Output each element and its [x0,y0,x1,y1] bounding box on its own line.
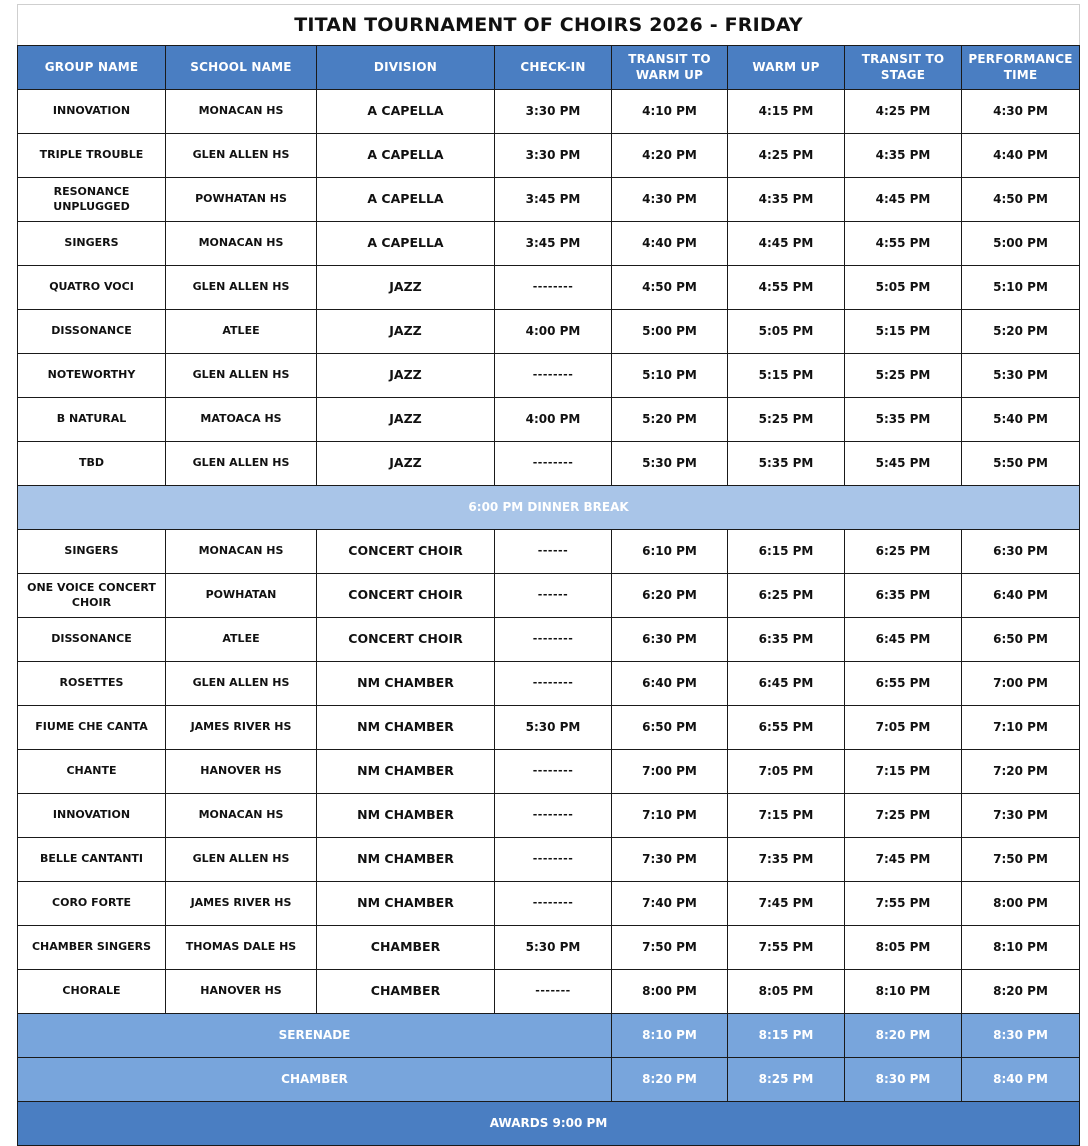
check-in-cell: -------- [495,662,612,706]
transit-to-stage-cell: 7:25 PM [845,794,962,838]
division-cell: JAZZ [317,310,495,354]
transit-to-warm-up-cell: 8:20 PM [612,1058,728,1102]
performance-time-cell: 7:00 PM [962,662,1080,706]
performance-time-cell: 6:50 PM [962,618,1080,662]
table-row [18,530,1080,574]
transit-to-stage-cell: 6:45 PM [845,618,962,662]
group-name-cell: CHORALE [18,970,166,1014]
warm-up-cell: 7:35 PM [728,838,845,882]
warm-up-cell: 5:35 PM [728,442,845,486]
table-row [18,354,1080,398]
group-name-cell: TRIPLE TROUBLE [18,134,166,178]
warm-up-cell: 6:45 PM [728,662,845,706]
division-cell: CHAMBER [317,970,495,1014]
school-name-cell: GLEN ALLEN HS [166,838,317,882]
school-name-cell: HANOVER HS [166,750,317,794]
check-in-cell: ------ [495,530,612,574]
transit-to-warm-up-cell: 8:00 PM [612,970,728,1014]
extra-group-label: SERENADE [18,1014,612,1058]
check-in-cell: 3:30 PM [495,134,612,178]
group-name-cell: RESONANCE UNPLUGGED [18,178,166,222]
performance-time-cell: 4:50 PM [962,178,1080,222]
transit-to-stage-cell: 8:10 PM [845,970,962,1014]
transit-to-stage-cell: 4:45 PM [845,178,962,222]
table-row [18,882,1080,926]
performance-time-cell: 8:10 PM [962,926,1080,970]
warm-up-cell: 4:45 PM [728,222,845,266]
check-in-cell: -------- [495,354,612,398]
group-name-cell: BELLE CANTANTI [18,838,166,882]
performance-time-cell: 5:30 PM [962,354,1080,398]
table-row [18,794,1080,838]
transit-to-warm-up-cell: 4:20 PM [612,134,728,178]
transit-to-warm-up-cell: 4:40 PM [612,222,728,266]
transit-to-stage-cell: 4:25 PM [845,90,962,134]
transit-to-stage-cell: 7:55 PM [845,882,962,926]
check-in-cell: -------- [495,618,612,662]
check-in-cell: 5:30 PM [495,926,612,970]
table-row [18,134,1080,178]
transit-to-stage-cell: 7:45 PM [845,838,962,882]
division-cell: CONCERT CHOIR [317,618,495,662]
performance-time-cell: 7:20 PM [962,750,1080,794]
performance-time-cell: 8:20 PM [962,970,1080,1014]
transit-to-stage-cell: 5:05 PM [845,266,962,310]
school-name-cell: THOMAS DALE HS [166,926,317,970]
transit-to-warm-up-cell: 8:10 PM [612,1014,728,1058]
warm-up-cell: 8:05 PM [728,970,845,1014]
extra-group-label: CHAMBER [18,1058,612,1102]
dinner-break-row [18,486,1080,530]
performance-time-cell: 4:30 PM [962,90,1080,134]
header-performance-time: PERFORMANCE TIME [962,46,1080,90]
school-name-cell: GLEN ALLEN HS [166,266,317,310]
group-name-cell: ROSETTES [18,662,166,706]
transit-to-warm-up-cell: 7:50 PM [612,926,728,970]
performance-time-cell: 7:10 PM [962,706,1080,750]
group-name-cell: SINGERS [18,222,166,266]
transit-to-warm-up-cell: 7:30 PM [612,838,728,882]
performance-time-cell: 7:50 PM [962,838,1080,882]
dinner-break-label: 6:00 PM DINNER BREAK [18,486,1080,530]
check-in-cell: -------- [495,838,612,882]
group-name-cell: NOTEWORTHY [18,354,166,398]
check-in-cell: -------- [495,266,612,310]
table-row [18,970,1080,1014]
division-cell: A CAPELLA [317,134,495,178]
check-in-cell: ------ [495,574,612,618]
warm-up-cell: 5:05 PM [728,310,845,354]
check-in-cell: -------- [495,750,612,794]
division-cell: NM CHAMBER [317,794,495,838]
warm-up-cell: 4:25 PM [728,134,845,178]
warm-up-cell: 6:55 PM [728,706,845,750]
transit-to-warm-up-cell: 4:50 PM [612,266,728,310]
division-cell: NM CHAMBER [317,750,495,794]
school-name-cell: POWHATAN HS [166,178,317,222]
division-cell: A CAPELLA [317,178,495,222]
table-row [18,706,1080,750]
title-row [18,5,1080,46]
transit-to-stage-cell: 4:35 PM [845,134,962,178]
performance-time-cell: 6:40 PM [962,574,1080,618]
extra-performance-row [18,1014,1080,1058]
table-row [18,178,1080,222]
school-name-cell: POWHATAN [166,574,317,618]
check-in-cell: 4:00 PM [495,310,612,354]
transit-to-stage-cell: 6:25 PM [845,530,962,574]
table-row [18,398,1080,442]
header-row [18,46,1080,90]
schedule-body [18,90,1080,1146]
table-row [18,574,1080,618]
header-division: DIVISION [317,46,495,90]
group-name-cell: B NATURAL [18,398,166,442]
transit-to-warm-up-cell: 5:30 PM [612,442,728,486]
transit-to-warm-up-cell: 5:10 PM [612,354,728,398]
school-name-cell: MONACAN HS [166,222,317,266]
table-row [18,310,1080,354]
warm-up-cell: 7:55 PM [728,926,845,970]
table-row [18,266,1080,310]
division-cell: A CAPELLA [317,222,495,266]
division-cell: CHAMBER [317,926,495,970]
group-name-cell: CHAMBER SINGERS [18,926,166,970]
performance-time-cell: 4:40 PM [962,134,1080,178]
table-row [18,838,1080,882]
header-transit-to-warm-up: TRANSIT TO WARM UP [612,46,728,90]
performance-time-cell: 8:30 PM [962,1014,1080,1058]
header-check-in: CHECK-IN [495,46,612,90]
division-cell: A CAPELLA [317,90,495,134]
header-transit-to-stage: TRANSIT TO STAGE [845,46,962,90]
table-row [18,222,1080,266]
table-row [18,90,1080,134]
transit-to-warm-up-cell: 6:50 PM [612,706,728,750]
transit-to-stage-cell: 8:05 PM [845,926,962,970]
table-row [18,618,1080,662]
school-name-cell: JAMES RIVER HS [166,882,317,926]
warm-up-cell: 5:15 PM [728,354,845,398]
school-name-cell: ATLEE [166,310,317,354]
transit-to-warm-up-cell: 6:10 PM [612,530,728,574]
division-cell: JAZZ [317,354,495,398]
transit-to-stage-cell: 8:30 PM [845,1058,962,1102]
division-cell: CONCERT CHOIR [317,574,495,618]
school-name-cell: HANOVER HS [166,970,317,1014]
check-in-cell: -------- [495,882,612,926]
page-title: TITAN TOURNAMENT OF CHOIRS 2026 - FRIDAY [18,5,1080,46]
check-in-cell: 3:45 PM [495,222,612,266]
group-name-cell: DISSONANCE [18,310,166,354]
warm-up-cell: 5:25 PM [728,398,845,442]
check-in-cell: 3:45 PM [495,178,612,222]
header-school-name: SCHOOL NAME [166,46,317,90]
transit-to-stage-cell: 7:05 PM [845,706,962,750]
performance-time-cell: 6:30 PM [962,530,1080,574]
school-name-cell: GLEN ALLEN HS [166,662,317,706]
header-warm-up: WARM UP [728,46,845,90]
awards-label: AWARDS 9:00 PM [18,1102,1080,1146]
transit-to-warm-up-cell: 4:30 PM [612,178,728,222]
performance-time-cell: 5:20 PM [962,310,1080,354]
transit-to-stage-cell: 5:45 PM [845,442,962,486]
performance-time-cell: 5:50 PM [962,442,1080,486]
group-name-cell: INNOVATION [18,794,166,838]
transit-to-stage-cell: 6:35 PM [845,574,962,618]
group-name-cell: CHANTE [18,750,166,794]
transit-to-stage-cell: 5:15 PM [845,310,962,354]
school-name-cell: MONACAN HS [166,90,317,134]
warm-up-cell: 4:15 PM [728,90,845,134]
warm-up-cell: 7:45 PM [728,882,845,926]
transit-to-stage-cell: 4:55 PM [845,222,962,266]
transit-to-warm-up-cell: 6:30 PM [612,618,728,662]
transit-to-warm-up-cell: 7:40 PM [612,882,728,926]
school-name-cell: ATLEE [166,618,317,662]
check-in-cell: -------- [495,442,612,486]
division-cell: NM CHAMBER [317,706,495,750]
warm-up-cell: 6:25 PM [728,574,845,618]
awards-row [18,1102,1080,1146]
school-name-cell: GLEN ALLEN HS [166,134,317,178]
table-row [18,750,1080,794]
warm-up-cell: 4:55 PM [728,266,845,310]
table-row [18,926,1080,970]
group-name-cell: ONE VOICE CONCERT CHOIR [18,574,166,618]
school-name-cell: JAMES RIVER HS [166,706,317,750]
performance-time-cell: 5:00 PM [962,222,1080,266]
table-row [18,442,1080,486]
warm-up-cell: 7:15 PM [728,794,845,838]
division-cell: JAZZ [317,442,495,486]
schedule-table [17,4,1080,1146]
check-in-cell: 5:30 PM [495,706,612,750]
performance-time-cell: 5:40 PM [962,398,1080,442]
school-name-cell: GLEN ALLEN HS [166,442,317,486]
group-name-cell: DISSONANCE [18,618,166,662]
warm-up-cell: 6:35 PM [728,618,845,662]
group-name-cell: SINGERS [18,530,166,574]
transit-to-stage-cell: 7:15 PM [845,750,962,794]
header-group-name: GROUP NAME [18,46,166,90]
transit-to-warm-up-cell: 6:20 PM [612,574,728,618]
warm-up-cell: 6:15 PM [728,530,845,574]
performance-time-cell: 8:00 PM [962,882,1080,926]
transit-to-warm-up-cell: 5:20 PM [612,398,728,442]
division-cell: NM CHAMBER [317,662,495,706]
school-name-cell: MATOACA HS [166,398,317,442]
school-name-cell: MONACAN HS [166,794,317,838]
group-name-cell: TBD [18,442,166,486]
warm-up-cell: 7:05 PM [728,750,845,794]
check-in-cell: -------- [495,794,612,838]
division-cell: NM CHAMBER [317,838,495,882]
transit-to-stage-cell: 5:25 PM [845,354,962,398]
transit-to-warm-up-cell: 4:10 PM [612,90,728,134]
school-name-cell: GLEN ALLEN HS [166,354,317,398]
transit-to-warm-up-cell: 7:10 PM [612,794,728,838]
extra-performance-row [18,1058,1080,1102]
group-name-cell: FIUME CHE CANTA [18,706,166,750]
transit-to-warm-up-cell: 5:00 PM [612,310,728,354]
transit-to-warm-up-cell: 6:40 PM [612,662,728,706]
check-in-cell: 4:00 PM [495,398,612,442]
performance-time-cell: 8:40 PM [962,1058,1080,1102]
group-name-cell: CORO FORTE [18,882,166,926]
division-cell: JAZZ [317,266,495,310]
warm-up-cell: 4:35 PM [728,178,845,222]
school-name-cell: MONACAN HS [166,530,317,574]
transit-to-stage-cell: 8:20 PM [845,1014,962,1058]
performance-time-cell: 7:30 PM [962,794,1080,838]
performance-time-cell: 5:10 PM [962,266,1080,310]
group-name-cell: QUATRO VOCI [18,266,166,310]
check-in-cell: 3:30 PM [495,90,612,134]
group-name-cell: INNOVATION [18,90,166,134]
warm-up-cell: 8:25 PM [728,1058,845,1102]
division-cell: CONCERT CHOIR [317,530,495,574]
table-row [18,662,1080,706]
check-in-cell: ------- [495,970,612,1014]
transit-to-stage-cell: 6:55 PM [845,662,962,706]
division-cell: NM CHAMBER [317,882,495,926]
transit-to-warm-up-cell: 7:00 PM [612,750,728,794]
transit-to-stage-cell: 5:35 PM [845,398,962,442]
division-cell: JAZZ [317,398,495,442]
warm-up-cell: 8:15 PM [728,1014,845,1058]
